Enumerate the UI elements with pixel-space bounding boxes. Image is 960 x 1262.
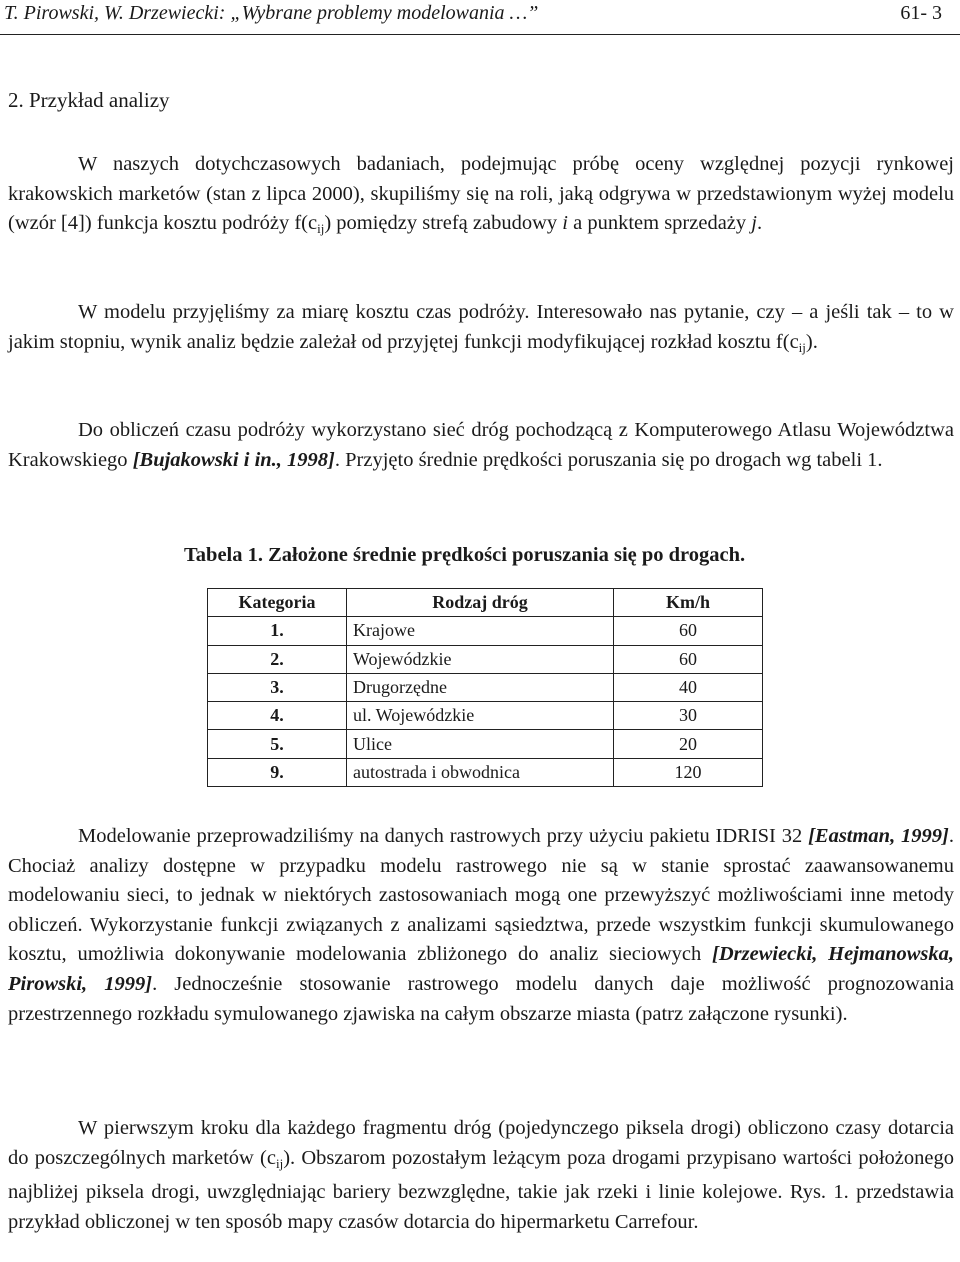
table-cell: 60 (614, 645, 763, 673)
table-cell: Wojewódzkie (347, 645, 614, 673)
table-row (208, 702, 763, 730)
table-cell: 5. (208, 730, 347, 758)
table-cell: 60 (614, 617, 763, 645)
running-title: T. Pirowski, W. Drzewiecki: „Wybrane problemy modelowania …” (4, 2, 539, 24)
page-header (0, 0, 960, 36)
table-cell: 20 (614, 730, 763, 758)
table-header-row (208, 589, 763, 617)
table-row (208, 673, 763, 701)
table-cell: 40 (614, 673, 763, 701)
table-row (208, 730, 763, 758)
table-caption: Tabela 1. Założone średnie prędkości poruszania się po drogach. (184, 544, 746, 566)
table-row (208, 617, 763, 645)
table-cell: 9. (208, 758, 347, 786)
citation: [Drzewiecki, Hejmanowska, Pirowski, 1999] (8, 943, 954, 995)
column-header: Km/h (614, 589, 763, 617)
paragraph-5: W pierwszym kroku dla każdego fragmentu dróg (pojedynczego piksela drogi) obliczono czasy dotarcia do poszczególnych marketów $(c_{ij})$. Obszarom pozostałym leżącym poza drogami przypisano wartości położonego najbliżej piksela drogi, uwzględniając bariery bezwzględne, takie jak rzeki i linie kolejowe. Rys. 1. przedstawia przykład obliczonej w ten sposób mapy czasów dotarcia do hipermarketu Carrefour. (8, 1117, 954, 1233)
paragraph-3: Do obliczeń czasu podróży wykorzystano sieć dróg pochodzącą z Komputerowego Atlasu Województwa Krakowskiego [Bujakowski i in., 1998]. Przyjęto średnie prędkości poruszania się po drogach wg tabeli 1. (8, 419, 954, 471)
header-rule (0, 34, 960, 35)
column-header: Rodzaj dróg (347, 589, 614, 617)
table-cell: 3. (208, 673, 347, 701)
column-header: Kategoria (208, 589, 347, 617)
table-cell: Ulice (347, 730, 614, 758)
section-title: 2. Przykład analizy (8, 88, 170, 112)
table-cell: ul. Wojewódzkie (347, 702, 614, 730)
table-cell: Krajowe (347, 617, 614, 645)
table-cell: 4. (208, 702, 347, 730)
speed-table (207, 588, 763, 787)
paragraph-1: W naszych dotychczasowych badaniach, podejmując próbę oceny względnej pozycji rynkowej krakowskich marketów (stan z lipca 2000), skupiliśmy się na roli, jaką odgrywa w przedstawionym wyżej modelu (wzór [4]) funkcja kosztu podróży $f(c_{ij})$ pomiędzy strefą zabudowy i a punktem sprzedaży j. (8, 153, 954, 237)
page-number: 61- 3 (900, 2, 942, 24)
citation: [Bujakowski i in., 1998] (132, 448, 335, 471)
table-cell: 2. (208, 645, 347, 673)
table-cell: 1. (208, 617, 347, 645)
table-cell: Drugorzędne (347, 673, 614, 701)
paragraph-4: Modelowanie przeprowadziliśmy na danych rastrowych przy użyciu pakietu IDRISI 32 [Eastman, 1999]. Chociaż analizy dostępne w przypadku modelu rastrowego nie są w stanie sprostać zaawansowanemu modelowaniu sieci, to jednak w niektórych zastosowaniach mogą one przewyższyć możliwościami inne metody obliczeń. Wykorzystanie funkcji związanych z analizami sąsiedztwa, przede wszystkim funkcji skumulowanego kosztu, umożliwia dokonywanie modelowania zbliżonego do analiz sieciowych [Drzewiecki, Hejmanowska, Pirowski, 1999]. Jednocześnie stosowanie rastrowego modelu danych daje możliwość prognozowania przestrzennego rozkładu symulowanego zjawiska na całym obszarze miasta (patrz załączone rysunki). (8, 825, 954, 1025)
table-cell: 30 (614, 702, 763, 730)
citation: [Eastman, 1999] (808, 825, 949, 847)
table-cell: 120 (614, 758, 763, 786)
paragraph-2: W modelu przyjęliśmy za miarę kosztu czas podróży. Interesowało nas pytanie, czy – a jeśli tak – to w jakim stopniu, wynik analiz będzie zależał od przyjętej funkcji modyfikującej rozkład kosztu $f(c_{ij})$. (8, 301, 954, 355)
table-row (208, 645, 763, 673)
table-cell: autostrada i obwodnica (347, 758, 614, 786)
table-row (208, 758, 763, 786)
